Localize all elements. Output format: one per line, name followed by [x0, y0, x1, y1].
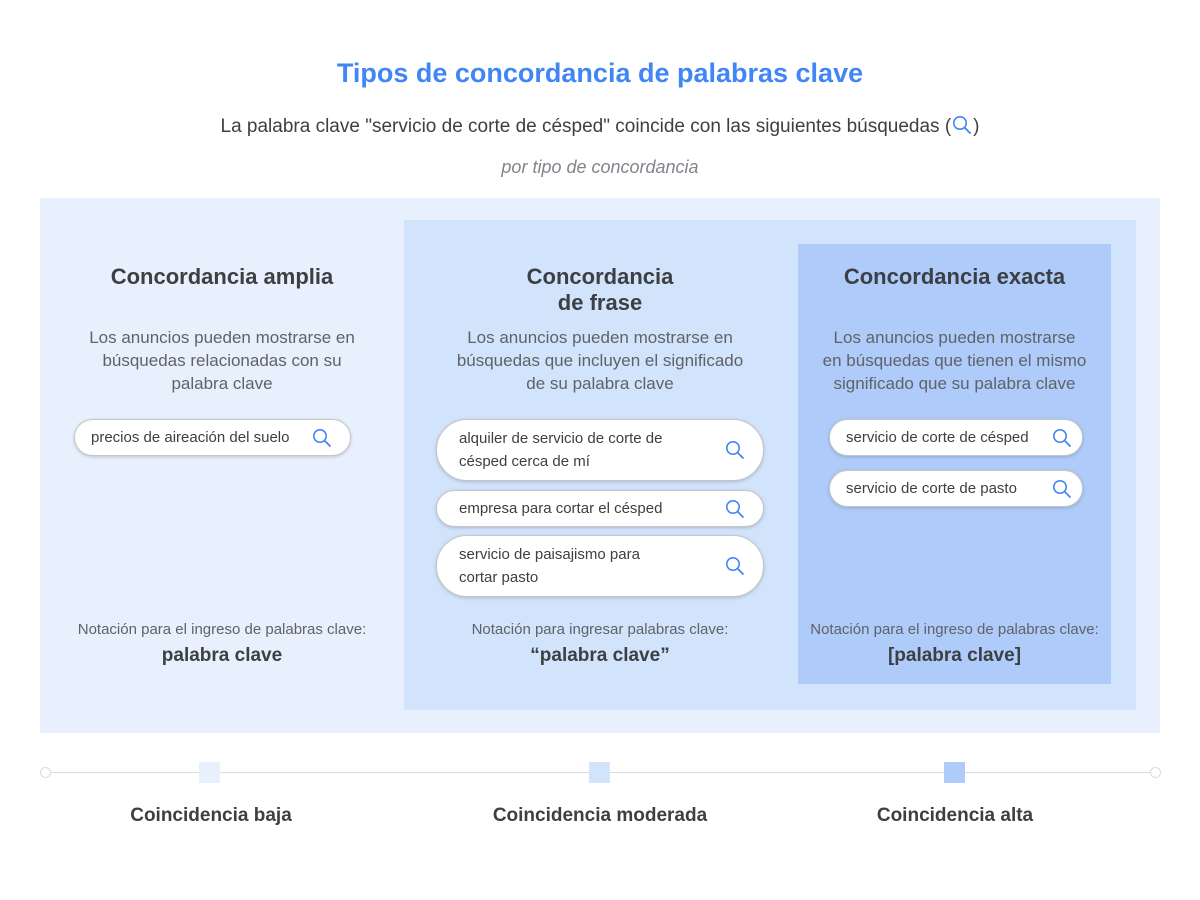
phrase-notation-value: “palabra clave”: [530, 645, 670, 666]
subtitle-close: ): [973, 116, 980, 137]
search-query-pill[interactable]: servicio de paisajismo para cortar pasto: [436, 535, 764, 597]
search-query-pill[interactable]: empresa para cortar el césped: [436, 490, 764, 527]
exact-match-panel: [798, 244, 1111, 684]
search-icon[interactable]: [725, 499, 745, 519]
search-icon[interactable]: [725, 440, 745, 460]
exact-notation-label: Notación para el ingreso de palabras clave:: [810, 621, 1099, 638]
phrase-match-description: Los anuncios pueden mostrarse en búsquedas que incluyen el significado de su palabra clave: [456, 328, 744, 393]
page-title: Tipos de concordancia de palabras clave: [336, 58, 864, 88]
search-query-pill[interactable]: servicio de corte de pasto: [829, 470, 1083, 507]
search-query-pill[interactable]: precios de aireación del suelo: [74, 419, 351, 456]
scale-start-dot: [40, 767, 51, 778]
broad-notation-value: palabra clave: [161, 645, 283, 666]
scale-marker-high: [944, 762, 965, 783]
scale-label-low: Coincidencia baja: [130, 805, 292, 826]
exact-notation-value: [palabra clave]: [887, 645, 1022, 666]
search-icon: [952, 115, 972, 135]
subtitle-note: por tipo de concordancia: [501, 157, 699, 177]
scale-marker-low: [199, 762, 220, 783]
page-subtitle: [0, 115, 1200, 138]
broad-notation-label: Notación para el ingreso de palabras clave:: [77, 621, 367, 638]
search-query-pill[interactable]: servicio de corte de césped: [829, 419, 1083, 456]
scale-marker-moderate: [589, 762, 610, 783]
broad-match-description: Los anuncios pueden mostrarse en búsquedas relacionadas con su palabra clave: [89, 328, 355, 393]
scale-label-high: Coincidencia alta: [876, 805, 1034, 826]
phrase-notation-label: Notación para ingresar palabras clave:: [471, 621, 729, 638]
search-icon[interactable]: [312, 428, 332, 448]
exact-match-heading: Concordancia exacta: [843, 264, 1066, 289]
phrase-match-heading: Concordancia de frase: [526, 264, 674, 315]
scale-label-moderate: Coincidencia moderada: [492, 805, 708, 826]
search-query-pill[interactable]: alquiler de servicio de corte de césped cerca de mí: [436, 419, 764, 481]
search-icon[interactable]: [1052, 428, 1072, 448]
broad-match-heading: Concordancia amplia: [110, 264, 334, 289]
search-icon[interactable]: [725, 556, 745, 576]
scale-end-dot: [1150, 767, 1161, 778]
search-icon[interactable]: [1052, 479, 1072, 499]
subtitle-text: La palabra clave "servicio de corte de césped" coincide con las siguientes búsquedas (: [220, 116, 952, 137]
exact-match-description: Los anuncios pueden mostrarse en búsquedas que tienen el mismo significado que su palabra clave: [822, 328, 1087, 393]
